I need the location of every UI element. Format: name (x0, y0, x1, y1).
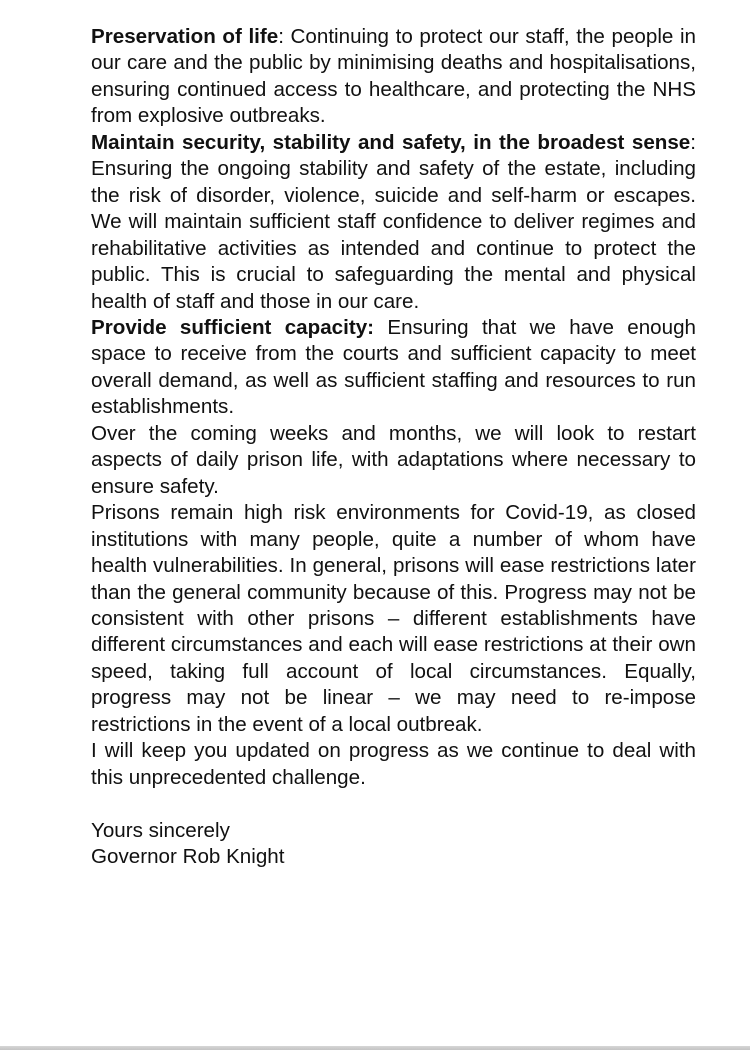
paragraph-heading: Provide sufficient capacity: (91, 315, 375, 339)
letter-body (91, 24, 696, 870)
paragraph-high-risk-environments (91, 500, 696, 738)
closing-salutation: Yours sincerely (91, 818, 230, 842)
signatory-name: Governor Rob Knight (91, 845, 285, 869)
heading-separator: : (690, 130, 696, 154)
paragraph-text: Ensuring the ongoing stability and safety of the estate, including the risk of disorder, violence, suicide and self-harm or escapes. We will maintain sufficient staff confidence to deliver regimes and rehabilitative activities as intended and continue to protect the public. This is crucial to safeguarding the mental and physical health of staff and those in our care. (91, 157, 696, 313)
paragraph-text: Continuing to protect our staff, the people in our care and the public by minimising deaths and hospitalisations, ensuring continued access to healthcare, and protecting the NHS from explosive outbreaks. (91, 25, 696, 128)
paragraph-maintain-security (91, 130, 696, 315)
paragraph-restart-daily-life (91, 421, 696, 500)
heading-separator: : (278, 25, 291, 48)
paragraph-provide-capacity (91, 315, 696, 421)
paragraph-preservation-of-life (91, 24, 696, 130)
paragraph-text: Ensuring that we have enough space to receive from the courts and sufficient capacity to meet overall demand, as well as sufficient staffing and resources to run establishments. (91, 315, 696, 419)
paragraph-keep-updated (91, 738, 696, 791)
paragraph-heading: Maintain security, stability and safety, in the broadest sense (91, 130, 691, 154)
blank-line (91, 791, 696, 817)
paragraph-text: Prisons remain high risk environments for Covid-19, as closed institutions with many people, quite a number of whom have health vulnerabilities. In general, prisons will ease restrictions later than the general community because of this. Progress may not be consistent with other prisons – different establishments have different circumstances and each will ease restrictions at their own speed, taking full account of local circumstances. Equally, progress may not be linear – we may need to re-impose restrictions in the event of a local outbreak. (91, 501, 696, 736)
paragraph-text: Over the coming weeks and months, we will look to restart aspects of daily prison life, with adaptations where necessary to ensure safety. (91, 421, 696, 498)
paragraph-text: I will keep you updated on progress as we continue to deal with this unprecedented challenge. (91, 739, 696, 789)
heading-separator (374, 316, 387, 339)
paragraph-heading: Preservation of life (91, 25, 279, 48)
page-bottom-edge (0, 1046, 750, 1050)
